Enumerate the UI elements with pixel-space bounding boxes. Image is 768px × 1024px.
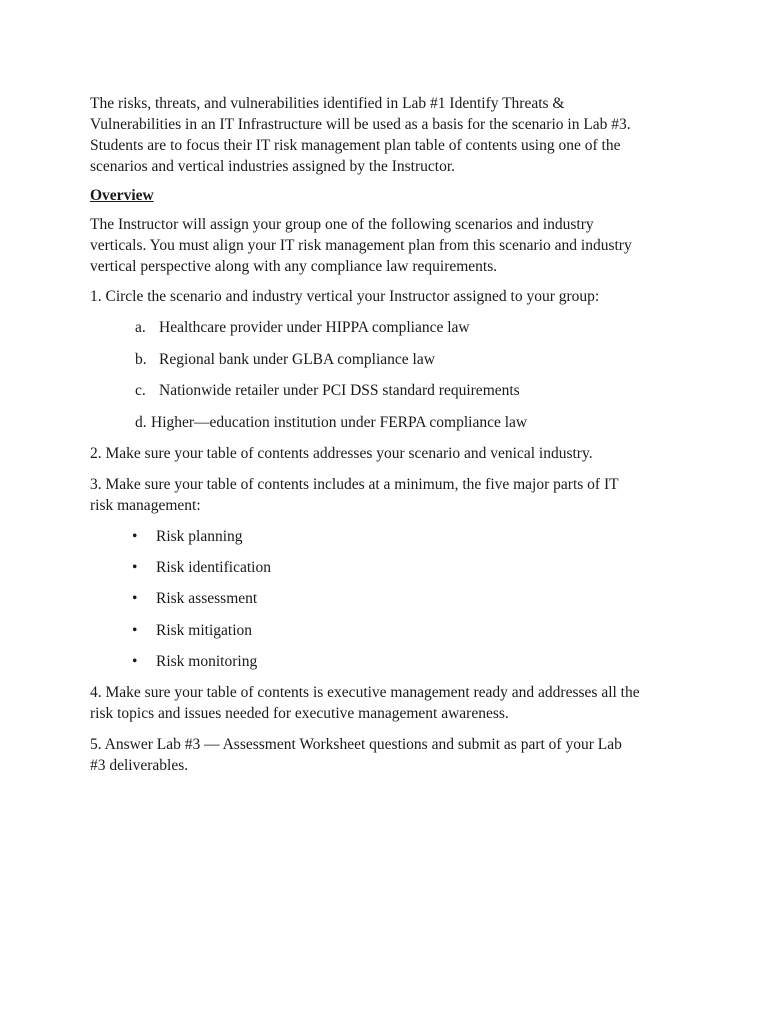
step-1: 1. Circle the scenario and industry vertical your Instructor assigned to your group:: [90, 288, 600, 305]
scenario-item: [90, 412, 690, 433]
bullet-icon: •: [132, 590, 138, 608]
overview-heading: Overview: [90, 187, 154, 204]
scenario-item: [90, 317, 690, 338]
scenario-marker: c.: [135, 382, 146, 399]
document-page: [90, 93, 690, 786]
intro-line: The risks, threats, and vulnerabilities identified in Lab #1 Identify Threats &: [90, 95, 565, 112]
step-3-line: risk management:: [90, 496, 201, 514]
risk-part-item: [90, 557, 690, 578]
step-4: [90, 682, 690, 724]
scenario-list: [90, 317, 690, 433]
overview-line: The Instructor will assign your group one of the following scenarios and industry: [90, 216, 594, 233]
scenario-item: [90, 349, 690, 370]
scenario-text: Healthcare provider under HIPPA compliance law: [159, 319, 470, 336]
scenario-item: [90, 380, 690, 401]
step-5: [90, 734, 690, 776]
risk-part-text: Risk planning: [156, 527, 243, 545]
scenario-marker: a.: [135, 319, 146, 336]
scenario-text: Higher—education institution under FERPA compliance law: [151, 413, 528, 431]
bullet-icon: •: [132, 621, 138, 639]
intro-line: Vulnerabilities in an IT Infrastructure will be used as a basis for the scenario in Lab #3.: [90, 116, 631, 133]
scenario-marker: b.: [135, 350, 147, 368]
bullet-icon: •: [132, 558, 138, 576]
scenario-text: Regional bank under GLBA compliance law: [159, 350, 435, 368]
risk-part-item: [90, 620, 690, 641]
risk-part-text: Risk monitoring: [156, 653, 258, 671]
risk-part-item: [90, 651, 690, 672]
intro-line: scenarios and vertical industries assigned by the Instructor.: [90, 158, 456, 175]
step-3-line: 3. Make sure your table of contents includes at a minimum, the five major parts of IT: [90, 475, 619, 493]
risk-part-text: Risk mitigation: [156, 621, 253, 639]
overview-line: vertical perspective along with any compliance law requirements.: [90, 258, 498, 275]
step-4-line: risk topics and issues needed for executive management awareness.: [90, 705, 509, 723]
risk-part-item: [90, 588, 690, 609]
bullet-icon: •: [132, 653, 138, 671]
risk-part-text: Risk assessment: [156, 590, 258, 608]
step-4-line: 4. Make sure your table of contents is executive management ready and addresses all the: [90, 684, 640, 702]
scenario-marker: d.: [135, 413, 147, 431]
risk-part-text: Risk identification: [156, 558, 271, 576]
overview-line: verticals. You must align your IT risk management plan from this scenario and industry: [90, 237, 632, 254]
intro-line: Students are to focus their IT risk management plan table of contents using one of the: [90, 137, 621, 154]
overview-paragraph: [90, 214, 690, 277]
scenario-text: Nationwide retailer under PCI DSS standard requirements: [159, 382, 520, 399]
risk-part-item: [90, 526, 690, 547]
step-3: [90, 474, 690, 516]
step-2: 2. Make sure your table of contents addresses your scenario and venical industry.: [90, 444, 593, 462]
intro-paragraph: [90, 93, 690, 177]
bullet-icon: •: [132, 527, 138, 545]
step-5-line: 5. Answer Lab #3 — Assessment Worksheet questions and submit as part of your Lab: [90, 736, 622, 754]
step-5-line: #3 deliverables.: [90, 757, 189, 775]
risk-parts-list: [90, 526, 690, 673]
